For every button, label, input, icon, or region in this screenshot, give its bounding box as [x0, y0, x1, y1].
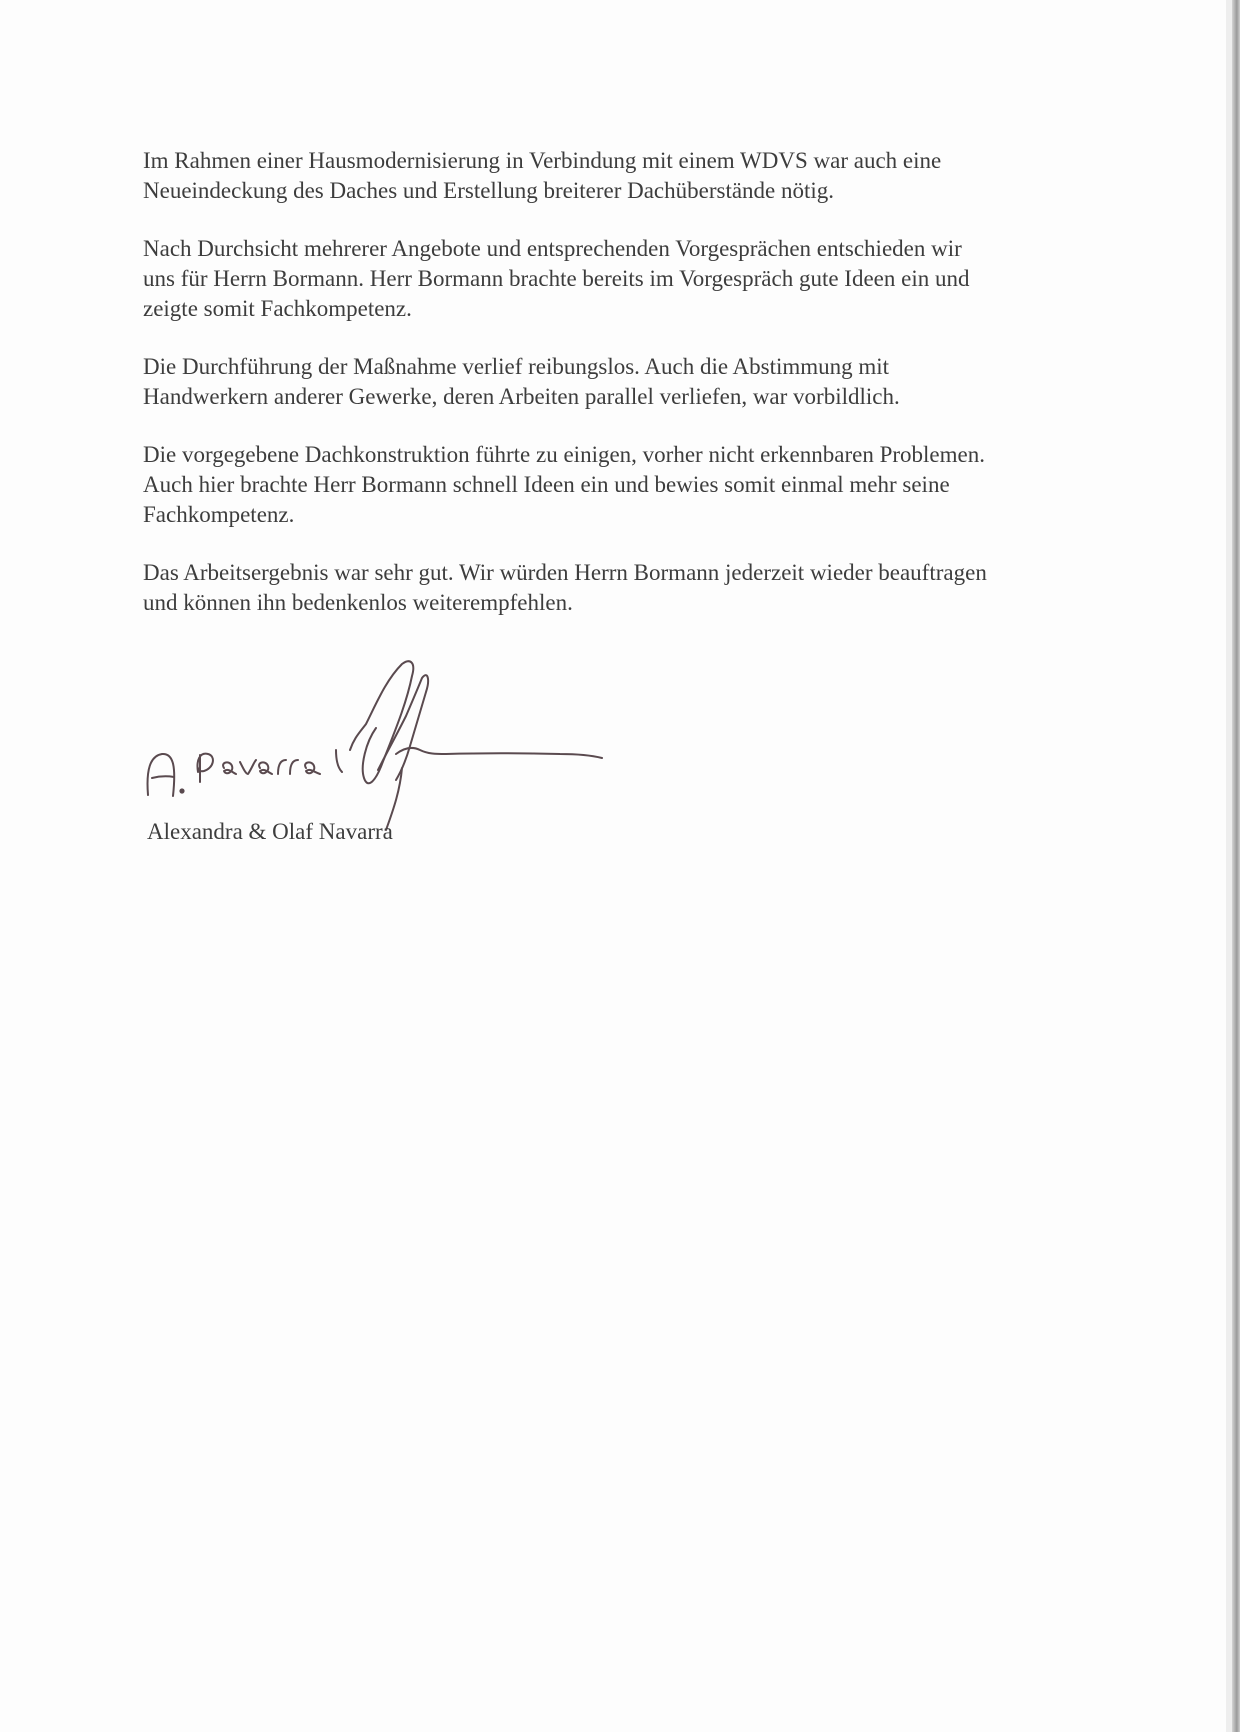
paragraph-renovation — [143, 146, 1083, 206]
paragraph-line: Im Rahmen einer Hausmodernisierung in Verbindung mit einem WDVS war auch eine — [143, 148, 942, 173]
signature-stroke — [240, 760, 256, 774]
signature-stroke — [180, 789, 183, 792]
paragraph-line: Handwerkern anderer Gewerke, deren Arbeiten parallel verliefen, war vorbildlich. — [143, 384, 900, 409]
paragraph-line: Nach Durchsicht mehrerer Angebote und entsprechenden Vorgesprächen entschieden wir — [143, 236, 962, 261]
signature-stroke — [336, 750, 342, 772]
paragraph-line: Auch hier brachte Herr Bormann schnell Ideen ein und bewies somit einmal mehr seine — [143, 472, 950, 497]
signature-stroke — [305, 762, 320, 774]
paragraph-line: zeigte somit Fachkompetenz. — [143, 296, 412, 321]
paragraph-problems — [143, 440, 1083, 530]
paragraph-line: Die vorgegebene Dachkonstruktion führte zu einigen, vorher nicht erkennbaren Problemen. — [143, 442, 985, 467]
scan-edge — [1232, 0, 1240, 1732]
signature-stroke — [278, 760, 286, 774]
signature-stroke — [259, 762, 272, 774]
paragraph-line: Fachkompetenz. — [143, 502, 295, 527]
paragraph-selection — [143, 234, 1083, 324]
paragraph-execution — [143, 352, 1083, 412]
letter-body — [143, 146, 1083, 646]
signature-stroke — [223, 762, 236, 774]
signature-stroke — [378, 675, 428, 780]
paragraph-line: Neueindeckung des Daches und Erstellung breiterer Dachüberstände nötig. — [143, 178, 835, 203]
paragraph-result — [143, 558, 1083, 618]
paragraph-line: und können ihn bedenkenlos weiterempfehlen. — [143, 590, 573, 615]
signature-stroke — [396, 748, 602, 758]
paragraph-line: Die Durchführung der Maßnahme verlief reibungslos. Auch die Abstimmung mit — [143, 354, 890, 379]
signature-stroke — [148, 754, 175, 796]
paragraph-line: Das Arbeitsergebnis war sehr gut. Wir würden Herrn Bormann jederzeit wieder beauftragen — [143, 560, 987, 585]
signature-stroke — [152, 776, 174, 778]
signature-stroke — [290, 760, 298, 774]
paragraph-line: uns für Herrn Bormann. Herr Bormann brachte bereits im Vorgespräch gute Ideen ein und — [143, 266, 970, 291]
printed-signature-name: Alexandra & Olaf Navarra — [147, 819, 393, 844]
